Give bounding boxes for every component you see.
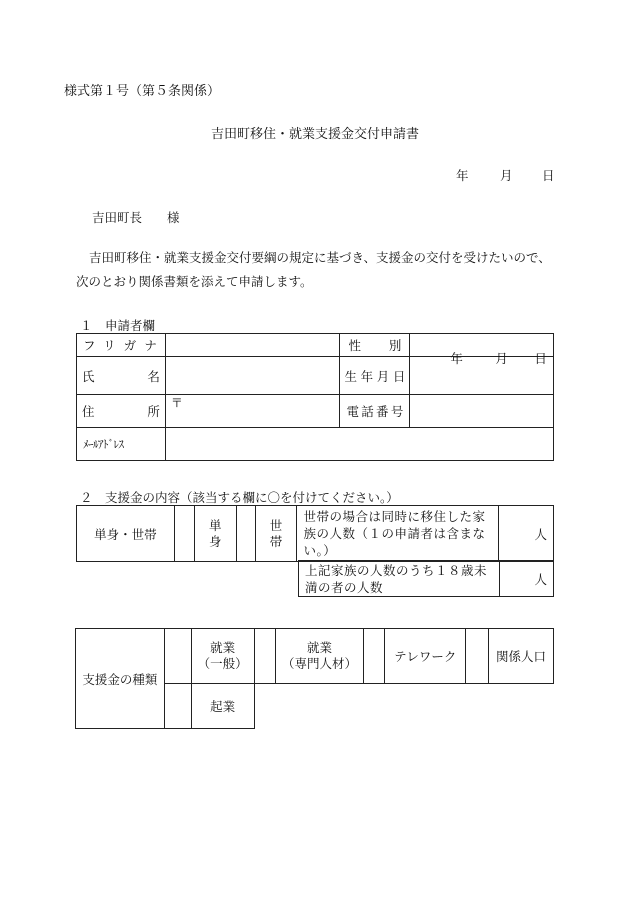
type-label: 単身・世帯 [94,526,157,542]
household-label-cell [255,506,297,562]
household-label: 世帯 [269,517,283,549]
employment-general-line1: 就業 [210,640,236,655]
date-year: 年 [456,168,469,183]
email-label: ﾒｰﾙｱﾄﾞﾚｽ [83,438,124,451]
employment-specialist-line1: 就業 [306,640,332,655]
date-day: 日 [542,168,555,183]
application-statement: 吉田町移住・就業支援金交付要綱の規定に基づき、支援金の交付を受けたいので、次のとおり関係書類を添えて申請します。 [76,250,551,289]
birth-label-cell [340,357,410,395]
page-title: 吉田町移住・就業支援金交付申請書 [210,127,419,142]
applicant-table [76,333,554,461]
telework-cell [385,629,466,684]
under18-label: 上記家族の人数のうち１８歳未満の者の人数 [305,562,488,595]
telework-label: テレワーク [394,649,457,664]
empty-area [254,684,553,729]
date-month: 月 [500,168,513,183]
support-type-label: 支援金の種類 [82,671,158,687]
single-mark-cell[interactable] [174,506,194,562]
gender-label-cell [340,334,410,357]
family-count-input[interactable] [499,506,554,562]
furigana-input[interactable] [165,334,340,357]
startup-mark-cell[interactable] [164,684,191,729]
type-label-cell [76,629,165,729]
section2-heading: ２ 支援金の内容（該当する欄に〇を付けてください。） [80,490,399,505]
under18-input[interactable] [500,561,554,597]
employment-specialist-line2: （専門人材） [281,656,357,671]
family-count-label: 世帯の場合は同時に移住した家族の人数（１の申請者は含まない。） [303,509,486,558]
birth-year-unit: 年 [450,351,463,366]
phone-input[interactable] [410,395,554,428]
single-label-cell [194,506,236,562]
address-label-cell [77,395,166,428]
postal-mark: 〒 [170,396,183,410]
related-population-label: 関係人口 [496,649,547,664]
employment-specialist-cell [275,629,364,684]
family-count-label-cell [297,506,499,562]
birth-label: 生年月日 [344,368,406,384]
phone-label-cell [340,395,410,428]
birth-day-unit: 日 [534,351,547,366]
under18-table [298,560,554,597]
name-input[interactable] [165,357,340,395]
furigana-label-cell [77,334,166,357]
gender-label: 性別 [348,338,402,353]
under18-label-cell [299,561,500,597]
unit-people-2: 人 [534,571,547,587]
employment-general-line2: （一般） [197,656,248,671]
related-population-cell [489,629,554,684]
telework-mark-cell[interactable] [364,629,385,684]
section1-heading: １ 申請者欄 [80,318,156,333]
name-label: 氏名 [82,368,160,384]
single-label: 単身 [208,517,222,549]
unit-people: 人 [534,526,547,542]
address-label: 住所 [82,404,160,419]
support-content-table [76,505,554,562]
birth-input[interactable] [410,351,554,395]
email-label-cell [77,428,166,461]
email-input[interactable] [165,428,553,461]
specialist-mark-cell[interactable] [254,629,275,684]
form-number: 様式第１号（第５条関係） [64,84,221,99]
startup-cell [191,684,254,729]
type-label-cell [77,506,175,562]
address-input[interactable] [165,395,340,428]
name-label-cell [77,357,166,395]
related-mark-cell[interactable] [466,629,489,684]
phone-label: 電話番号 [346,404,404,419]
addressee: 吉田町長 様 [92,210,180,225]
furigana-label: フリガナ [83,338,157,353]
employment-general-cell [191,629,254,684]
startup-label: 起業 [210,699,236,714]
birth-month-unit: 月 [495,351,508,366]
gender-input[interactable] [410,334,554,357]
household-mark-cell[interactable] [236,506,255,562]
general-mark-cell[interactable] [164,629,191,684]
support-type-table [75,628,554,729]
